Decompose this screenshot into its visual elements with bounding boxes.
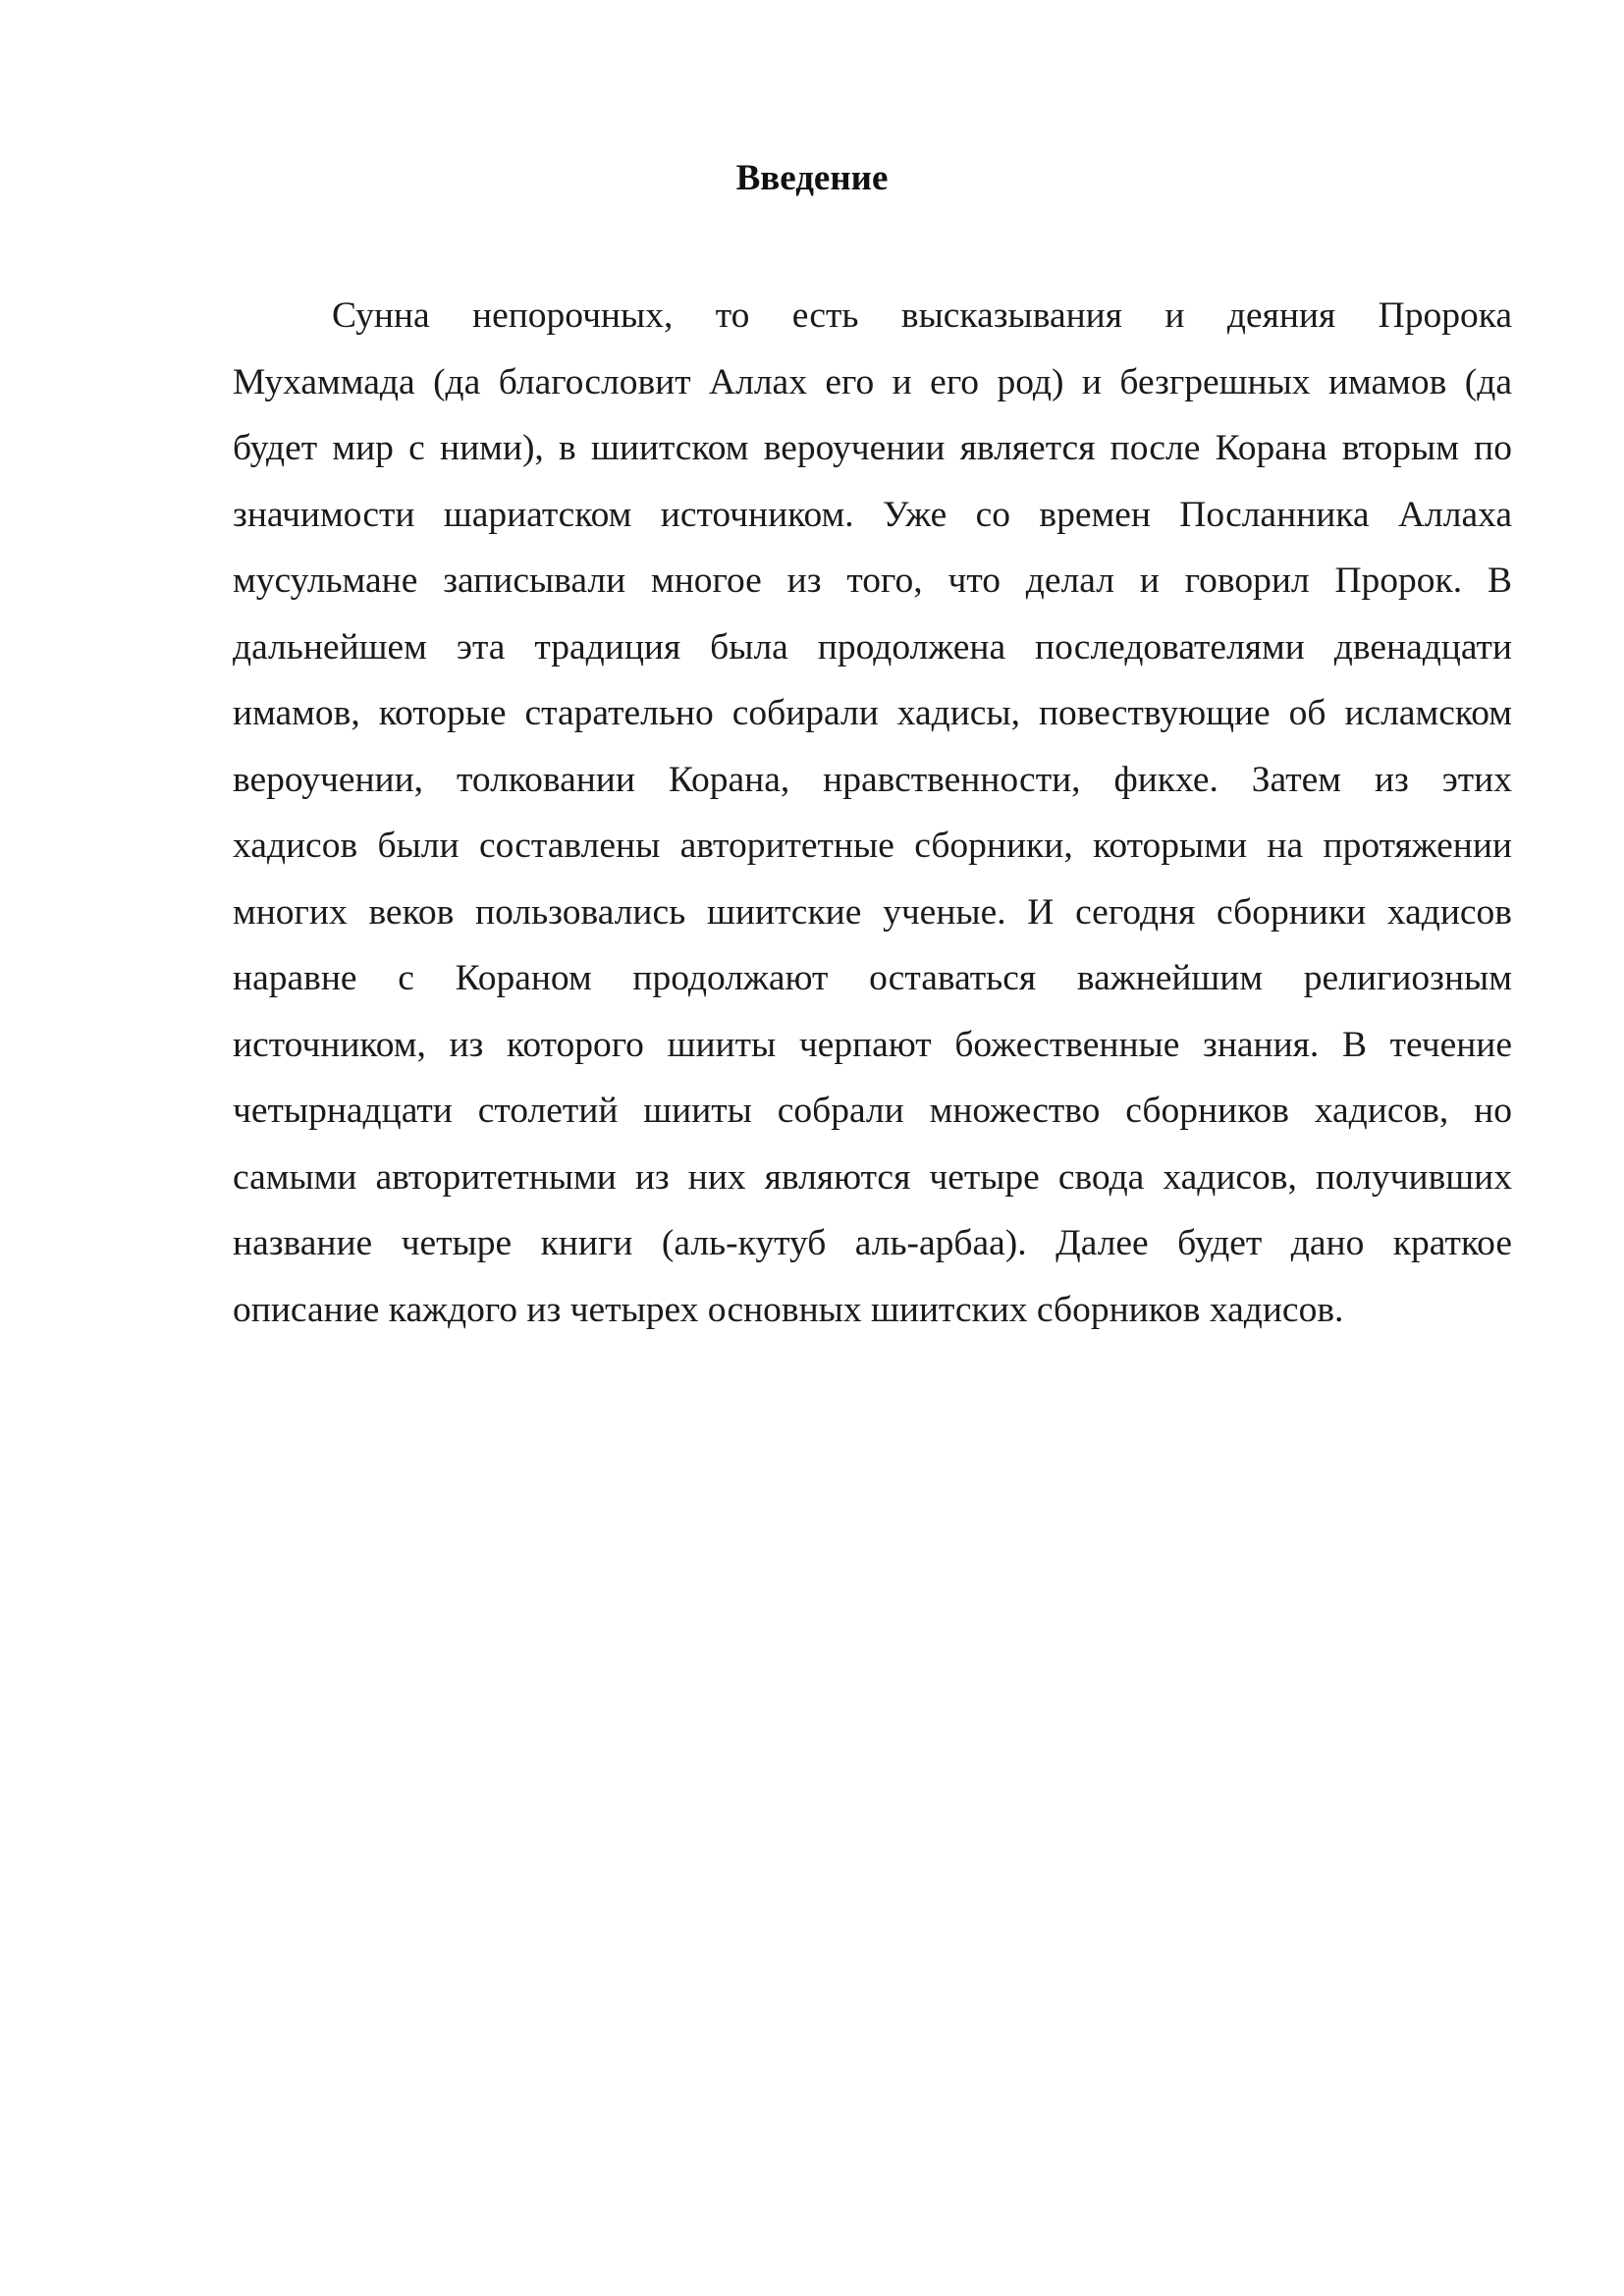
paragraph-line: наравне с Кораном продолжают оставаться важнейшим религиозным (233, 958, 1512, 998)
intro-paragraph (233, 283, 1512, 1343)
paragraph-line: вероучении, толковании Корана, нравственности, фикхе. Затем из этих (233, 759, 1512, 800)
paragraph-line: четырнадцати столетий шииты собрали множество сборников хадисов, но (233, 1091, 1512, 1131)
paragraph-line: дальнейшем эта традиция была продолжена последователями двенадцати (233, 626, 1512, 667)
paragraph-line: Мухаммада (да благословит Аллах его и его род) и безгрешных имамов (да (233, 361, 1512, 402)
paragraph-line: самыми авторитетными из них являются четыре свода хадисов, получивших (233, 1156, 1512, 1198)
paragraph-line: источником, из которого шииты черпают божественные знания. В течение (233, 1024, 1512, 1065)
paragraph-line: Сунна непорочных, то есть высказывания и деяния Пророка (332, 295, 1512, 336)
paragraph-line: название четыре книги (аль-кутуб аль-арбаа). Далее будет дано краткое (233, 1223, 1512, 1263)
paragraph-line: хадисов были составлены авторитетные сборники, которыми на протяжении (233, 826, 1512, 866)
paragraph-line: значимости шариатском источником. Уже со времен Посланника Аллаха (233, 494, 1512, 535)
paragraph-line: будет мир с ними), в шиитском вероучении является после Корана вторым по (233, 428, 1512, 468)
paragraph-line: имамов, которые старательно собирали хадисы, повествующие об исламском (233, 693, 1512, 733)
page-title: Введение (735, 158, 889, 198)
paragraph-line: мусульмане записывали многое из того, что делал и говорил Пророк. В (233, 561, 1512, 601)
paragraph-line: многих веков пользовались шиитские ученые. И сегодня сборники хадисов (233, 891, 1512, 933)
paragraph-line: описание каждого из четырех основных шиитских сборников хадисов. (233, 1289, 1344, 1330)
